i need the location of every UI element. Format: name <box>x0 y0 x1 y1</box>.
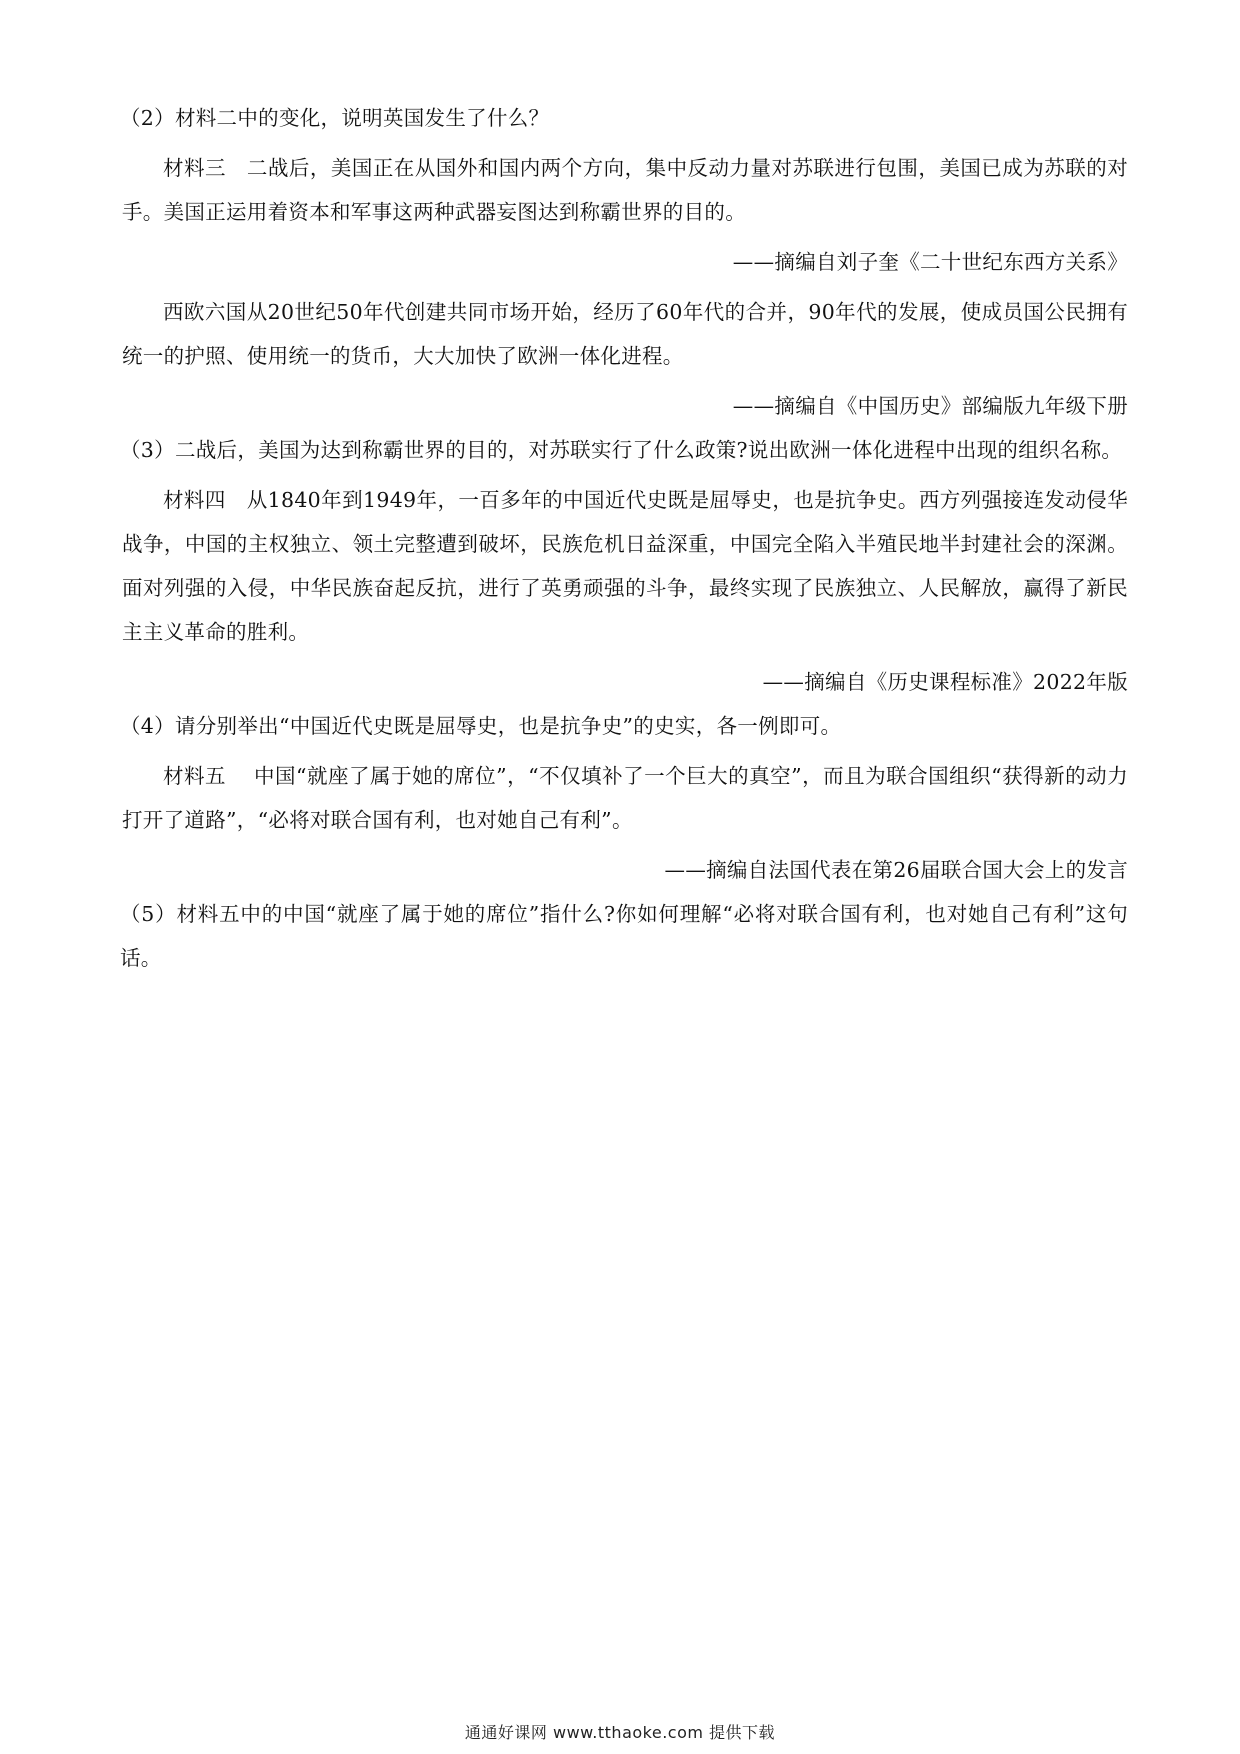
material-3-source-2: ——摘编自《中国历史》部编版九年级下册 <box>732 394 1128 418</box>
question-3: （3）二战后，美国为达到称霸世界的目的，对苏联实行了什么政策?说出欧洲一体化进程中出现的组织名称。 <box>120 438 1123 462</box>
page-footer: 通通好课网 www.tthaoke.com 提供下载 <box>464 1723 776 1742</box>
material-5-paragraph: 材料五 中国“就座了属于她的席位”，“不仅填补了一个巨大的真空”，而且为联合国组织“获得新的动力打开了道路”，“必将对联合国有利，也对她自己有利”。 <box>122 764 1128 832</box>
material-3-source-1: ——摘编自刘子奎《二十世纪东西方关系》 <box>732 250 1128 274</box>
document-body <box>122 96 1128 980</box>
question-4: （4）请分别举出“中国近代史既是屈辱史，也是抗争史”的史实，各一例即可。 <box>120 714 842 738</box>
material-3-paragraph-2: 西欧六国从20世纪50年代创建共同市场开始，经历了60年代的合并，90年代的发展，使成员国公民拥有统一的护照、使用统一的货币，大大加快了欧洲一体化进程。 <box>122 300 1128 368</box>
question-5: （5）材料五中的中国“就座了属于她的席位”指什么?你如何理解“必将对联合国有利，也对她自己有利”这句话。 <box>120 902 1128 970</box>
material-3-paragraph-1: 材料三 二战后，美国正在从国外和国内两个方向，集中反动力量对苏联进行包围，美国已成为苏联的对手。美国正运用着资本和军事这两种武器妄图达到称霸世界的目的。 <box>122 156 1128 224</box>
material-4-source: ——摘编自《历史课程标准》2022年版 <box>762 670 1128 694</box>
material-5-source: ——摘编自法国代表在第26届联合国大会上的发言 <box>664 858 1128 882</box>
material-4-paragraph: 材料四 从1840年到1949年，一百多年的中国近代史既是屈辱史，也是抗争史。西方列强接连发动侵华战争，中国的主权独立、领土完整遭到破坏，民族危机日益深重，中国完全陷入半殖民地半封建社会的深渊。面对列强的入侵，中华民族奋起反抗，进行了英勇顽强的斗争，最终实现了民族独立、人民解放，赢得了新民主主义革命的胜利。 <box>122 488 1128 644</box>
question-2: （2）材料二中的变化，说明英国发生了什么？ <box>120 106 550 130</box>
